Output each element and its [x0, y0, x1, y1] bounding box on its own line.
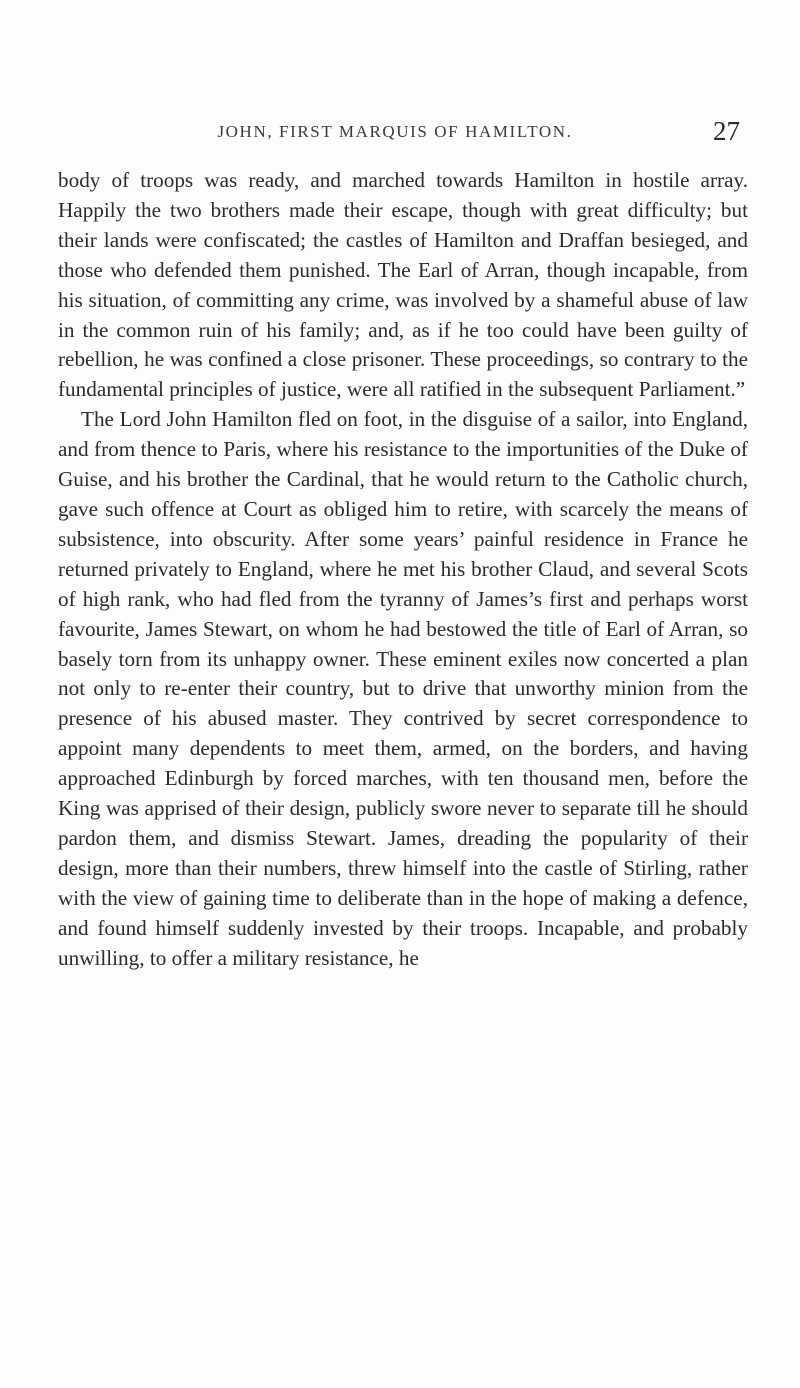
- running-title: JOHN, FIRST MARQUIS OF HAMILTON.: [217, 122, 573, 141]
- paragraph: The Lord John Hamilton fled on foot, in the disguise of a sailor, into England, and from thence to Paris, where his resistance to the importunities of the Duke of Guise, and his brother the Cardinal, that he would return to the Catholic church, gave such offence at Court as obliged him to retire, with scarcely the means of subsistence, into obscurity. After some years’ painful residence in France he returned privately to England, where he met his brother Claud, and several Scots of high rank, who had fled from the tyranny of James’s first and perhaps worst favourite, James Stewart, on whom he had bestowed the title of Earl of Arran, so basely torn from its unhappy owner. These eminent exiles now concerted a plan not only to re-enter their country, but to drive that unworthy minion from the presence of his abused master. They contrived by secret correspondence to appoint many dependents to meet them, armed, on the borders, and having approached Edinburgh by forced marches, with ten thousand men, before the King was apprised of their design, publicly swore never to separate till he should pardon them, and dismiss Stewart. James, dreading the popularity of their design, more than their numbers, threw himself into the castle of Stirling, rather with the view of gaining time to deliberate than in the hope of making a defence, and found himself suddenly invested by their troops. Incapable, and probably unwilling, to offer a military resistance, he: [58, 407, 748, 970]
- body-text: [58, 166, 748, 973]
- page-number: 27: [713, 116, 740, 146]
- running-head: [60, 118, 740, 148]
- paragraph-continued: body of troops was ready, and marched towards Hamilton in hostile array. Happily the two brothers made their escape, though with great difficulty; but their lands were confiscated; the castles of Hamilton and Draffan besieged, and those who defended them punished. The Earl of Arran, though incapable, from his situation, of committing any crime, was involved by a shameful abuse of law in the common ruin of his family; and, as if he too could have been guilty of rebellion, he was confined a close prisoner. These proceedings, so contrary to the fundamental principles of justice, were all ratified in the subsequent Parliament.”: [58, 168, 748, 402]
